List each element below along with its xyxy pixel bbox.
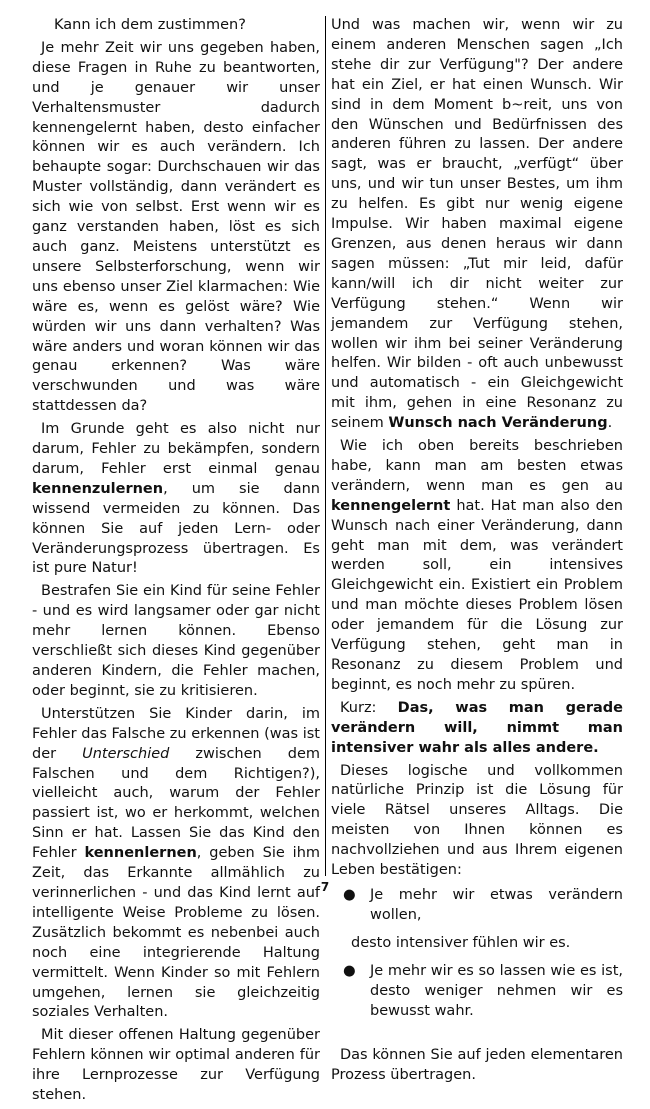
bullet-list [331, 962, 623, 1022]
bold-emphasis: kennengelernt [331, 497, 451, 514]
bullet-icon: ● [343, 962, 356, 979]
bold-emphasis: Wunsch nach Veränderung [388, 415, 608, 432]
bullet-icon: ● [343, 886, 356, 903]
paragraph: Bestrafen Sie ein Kind für seine Fehler - und es wird langsamer oder gar nicht mehr lernen können. Ebenso verschließt sich dieses Kind gegenüber anderen Kindern, die Fehler machen, oder beginnt, sie zu kritisieren. [32, 583, 320, 699]
bold-emphasis: Das, was man gerade verändern will, nimmt man intensiver wahr als alles andere. [331, 699, 624, 756]
paragraph: Im Grunde geht es also nicht nur darum, Fehler zu bekämpfen, sondern darum, Fehler erst einmal genau kennenzulernen, um sie dann wissend vermeiden zu können. Das können Sie auf jeden Lern- oder Veränderungsprozess übertragen. Es ist pure Natur! [32, 421, 320, 577]
left-column [32, 16, 320, 1109]
list-item: ● Je mehr wir etwas verändern wollen, [343, 886, 623, 923]
italic-emphasis: Unterschied [82, 745, 170, 762]
paragraph: Dieses logische und vollkommen natürliche Prinzip ist die Lösung für viele Rätsel unseres Alltags. Die meisten von Ihnen können es nachvollziehen und aus Ihrem eigenen Leben bestätigen: [331, 762, 623, 879]
paragraph: Das können Sie auf jeden elementaren Prozess übertragen. [331, 1047, 623, 1084]
list-item: ● Je mehr wir es so lassen wie es ist, desto weniger nehmen wir es bewusst wahr. [343, 962, 623, 1019]
paragraph: Mit dieser offenen Haltung gegenüber Fehlern können wir optimal anderen für ihre Lernprozesse zur Verfügung stehen. [32, 1027, 320, 1104]
paragraph: Wie ich oben bereits beschrieben habe, kann man am besten etwas verändern, wenn man es gen au kennengelernt hat. Hat man also den Wunsch nach einer Veränderung, dann geht man mit dem, was verändert werden soll, ein intensives Gleichgewicht ein. Existiert ein Problem und man möchte dieses Problem lösen oder jemandem für die Lösung zur Verfügung stehen, geht man in Resonanz zu diesem Problem und beginnt, es noch mehr zu spüren. [331, 438, 623, 693]
paragraph: Je mehr Zeit wir uns gegeben haben, diese Fragen in Ruhe zu beantworten, und je genauer wir unser Verhaltensmuster dadurch kennengelernt haben, desto einfacher können wir es auch verändern. Ich behaupte sogar: Durchschauen wir das Muster vollständig, dann verändert es sich wie von selbst. Erst wenn wir es ganz verstanden haben, löst es sich auch ganz. Meistens unterstützt es unsere Selbsterforschung, wenn wir uns ebenso unser Ziel klarmachen: Wie wäre es, wenn es gelöst wäre? Wie würden wir uns dann verhalten? Was wäre anders und woran können wir das genau erkennen? Was wäre verschwunden und was wäre stattdessen da? [32, 39, 320, 415]
paragraph: Und was machen wir, wenn wir zu einem anderen Menschen sagen „Ich stehe dir zur Verfügung"? Der andere hat ein Ziel, er hat einen Wunsch. Wir sind in dem Moment b~reit, uns von den Wünschen und Bedürfnissen des anderen führen zu lassen. Der andere sagt, was er braucht, „verfügt“ über uns, und wir tun unser Bestes, um ihm zu helfen. Es gibt nur wenig eigene Impulse. Wir haben maximal eigene Grenzen, aus denen heraus wir dann sagen müssen: „Tut mir leid, dafür kann/will ich dir nicht weiter zur Verfügung stehen.“ Wenn wir jemandem zur Verfügung stehen, wollen wir ihm bei seiner Veränderung helfen. Wir bilden - oft auch unbewusst und automatisch - ein Gleichgewicht mit ihm, gehen in eine Resonanz zu seinem Wunsch nach Veränderung. [331, 17, 623, 432]
paragraph: desto intensiver fühlen wir es. [351, 934, 571, 951]
paragraph: Kurz: Das, was man gerade verändern will, nimmt man intensiver wahr als alles andere. [331, 699, 624, 756]
paragraph: Unterstützen Sie Kinder darin, im Fehler das Falsche zu erkennen (was ist der Unterschied zwischen dem Falschen und dem Richtigen?), vielleicht auch, warum der Fehler passiert ist, wo er herkommt, welchen Sinn er hat. Lassen Sie das Kind den Fehler kennenlernen, geben Sie ihm Zeit, das Erkannte allmählich zu verinnerlichen - und das Kind lernt auf intelligente Weise Probleme zu lösen. Zusätzlich bekommt es nebenbei auch noch eine integrierende Haltung vermittelt. Wenn Kinder so mit Fehlern umgehen, lernen sie gleichzeitig soziales Verhalten. [32, 705, 321, 1021]
page-number: 7 [320, 880, 330, 894]
paragraph: Kann ich dem zustimmen? [54, 17, 246, 33]
bold-emphasis: kennenlernen [84, 845, 197, 862]
column-divider [325, 16, 326, 876]
bold-emphasis: kennenzulernen [32, 480, 164, 497]
right-column [331, 16, 623, 1089]
